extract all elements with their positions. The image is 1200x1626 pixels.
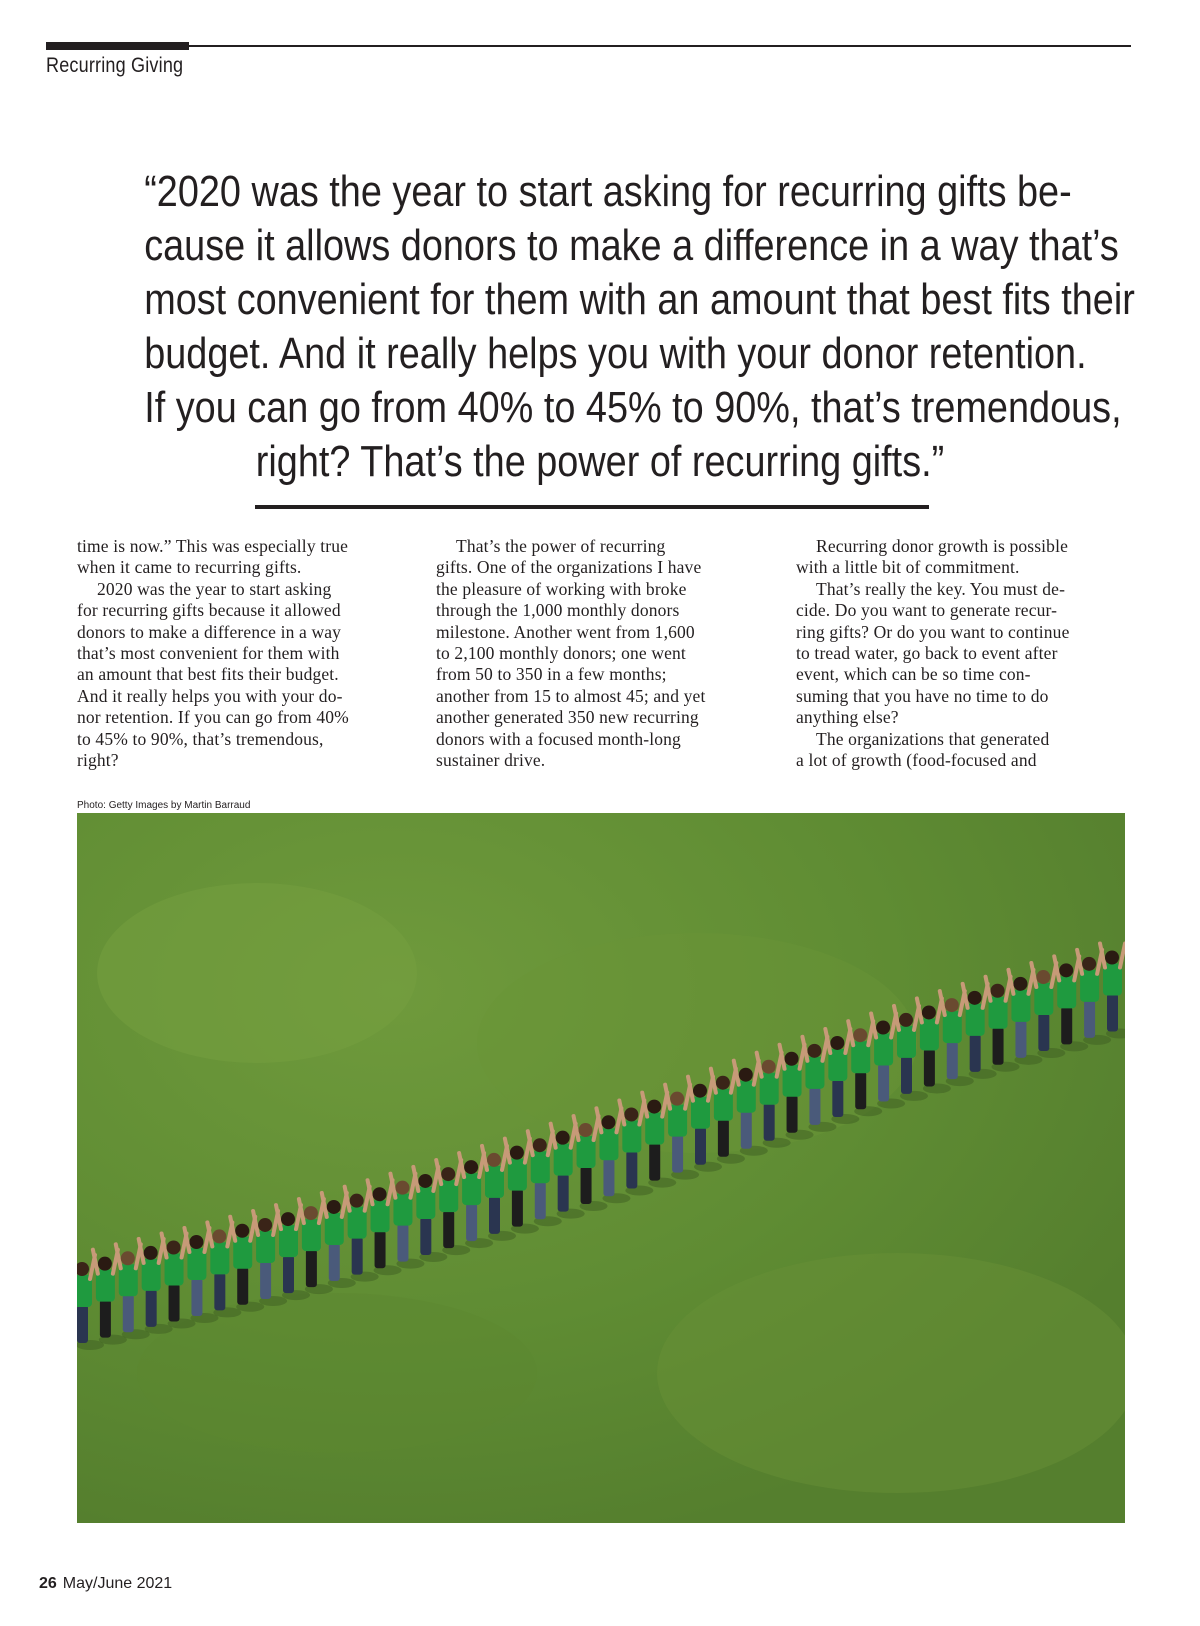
body-line: the pleasure of working with broke xyxy=(436,578,687,599)
body-line: to 45% to 90%, that’s tremendous, xyxy=(77,728,324,749)
body-line: another generated 350 new recurring xyxy=(436,707,699,728)
body-column-3 xyxy=(796,536,1070,771)
pull-quote-line: cause it allows donors to make a difference in a way that’s xyxy=(144,221,1119,270)
body-line: anything else? xyxy=(796,707,899,728)
body-line: cide. Do you want to generate recur- xyxy=(796,600,1058,621)
body-line: Recurring donor growth is possible xyxy=(816,536,1069,556)
body-line: And it really helps you with your do- xyxy=(77,685,343,706)
body-line: ring gifts? Or do you want to continue xyxy=(796,621,1070,642)
pull-quote-line: If you can go from 40% to 45% to 90%, that’s tremendous, xyxy=(144,383,1122,432)
pull-quote-line: right? That’s the power of recurring gifts.” xyxy=(255,437,945,486)
body-line: another from 15 to almost 45; and yet xyxy=(436,685,706,706)
body-column-1 xyxy=(77,536,349,771)
body-line: that’s most convenient for them with xyxy=(77,643,340,664)
people-on-grass-image xyxy=(77,813,1125,1523)
body-line: an amount that best fits their budget. xyxy=(77,664,339,685)
body-column-2 xyxy=(436,536,705,771)
body-line: to 2,100 monthly donors; one went xyxy=(436,643,686,664)
body-line: a lot of growth (food-focused and xyxy=(796,750,1037,771)
pull-quote-line: budget. And it really helps you with your donor retention. xyxy=(144,329,1087,378)
body-line: right? xyxy=(77,750,119,771)
body-line: nor retention. If you can go from 40% xyxy=(77,707,349,728)
body-line: donors to make a difference in a way xyxy=(77,621,342,642)
body-line: with a little bit of commitment. xyxy=(796,557,1020,578)
issue-date: May/June 2021 xyxy=(62,1575,173,1592)
photo-credit: Photo: Getty Images by Martin Barraud xyxy=(77,800,251,811)
body-line: time is now.” This was especially true xyxy=(77,536,349,556)
feature-photo xyxy=(77,813,1125,1523)
body-line: to tread water, go back to event after xyxy=(796,643,1058,664)
page-number: 26 xyxy=(39,1575,57,1592)
body-line: donors with a focused month-long xyxy=(436,728,681,749)
header-rule xyxy=(46,45,1131,47)
page-footer xyxy=(39,1575,172,1593)
body-line: suming that you have no time to do xyxy=(796,685,1049,706)
body-line: sustainer drive. xyxy=(436,750,546,771)
body-line: gifts. One of the organizations I have xyxy=(436,557,702,578)
body-line: 2020 was the year to start asking xyxy=(97,578,332,599)
body-line: from 50 to 350 in a few months; xyxy=(436,664,667,685)
pull-quote xyxy=(70,165,1135,489)
pull-quote-line: “2020 was the year to start asking for recurring gifts be- xyxy=(144,167,1072,216)
body-line: through the 1,000 monthly donors xyxy=(436,600,680,621)
pull-quote-line: most convenient for them with an amount that best fits their xyxy=(144,275,1135,324)
body-line: milestone. Another went from 1,600 xyxy=(436,621,695,642)
body-line: when it came to recurring gifts. xyxy=(77,557,302,578)
body-line: That’s the power of recurring xyxy=(456,536,666,556)
body-line: for recurring gifts because it allowed xyxy=(77,600,341,621)
body-line: The organizations that generated xyxy=(816,728,1050,749)
body-line: event, which can be so time con- xyxy=(796,664,1031,685)
pull-quote-rule xyxy=(255,505,929,509)
section-label: Recurring Giving xyxy=(46,54,184,77)
body-line: That’s really the key. You must de- xyxy=(816,578,1066,599)
